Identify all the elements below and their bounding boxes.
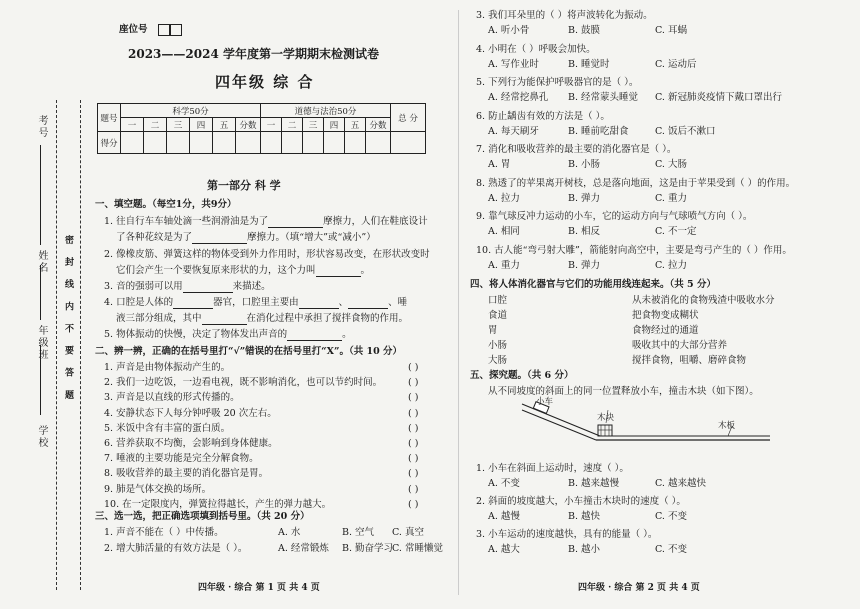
- morality-header: 道德与法治50分: [261, 104, 391, 118]
- organ-label[interactable]: 胃: [488, 325, 498, 336]
- judge-item: 10. 在一定限度内，弹簧拉得越长，产生的弹力越大。: [104, 498, 332, 510]
- option-b[interactable]: B. 勤奋学习: [342, 543, 394, 554]
- option-b[interactable]: B. 睡觉时: [568, 58, 610, 70]
- option-b[interactable]: B. 越来越慢: [568, 478, 620, 489]
- col-header: 二: [144, 118, 167, 132]
- option-b[interactable]: B. 弹力: [568, 192, 601, 204]
- score-cell[interactable]: [391, 132, 426, 154]
- option-b[interactable]: B. 相反: [568, 226, 601, 237]
- option-c[interactable]: C. 不一定: [655, 226, 697, 237]
- mc-question: 10. 古人能“弯弓射大雕”，箭能射向高空中，主要是弯弓产生的（ ）作用。: [476, 244, 792, 256]
- option-c[interactable]: C. 越来越快: [655, 478, 706, 489]
- col-header: 五: [213, 118, 236, 132]
- organ-label[interactable]: 小肠: [488, 340, 508, 351]
- judge-item: 3. 声音是以直线的形式传播的。: [104, 392, 240, 404]
- option-a[interactable]: A. 不变: [488, 478, 520, 489]
- sec1-line: 液三部分组成，其中 在消化过程中承担了搅拌食物的作用。: [116, 313, 409, 324]
- option-a[interactable]: A. 拉力: [488, 192, 520, 204]
- col-header: 三: [167, 118, 190, 132]
- option-b[interactable]: B. 睡前吃甜食: [568, 125, 629, 137]
- col-header: 四: [190, 118, 213, 132]
- option-a[interactable]: A. 写作业时: [488, 58, 539, 70]
- answer-blank[interactable]: [287, 331, 342, 341]
- total-header: 总 分: [391, 104, 426, 132]
- sec1-line: 5. 物体振动的快慢，决定了物体发出声音的 。: [104, 329, 352, 340]
- option-c[interactable]: C. 不变: [655, 544, 687, 555]
- organ-label[interactable]: 食道: [488, 310, 508, 321]
- sec4-title: 四、将人体消化器官与它们的功能用线连起来。（共 5 分）: [470, 279, 716, 290]
- sec1-line: 2. 像橡皮筋、弹簧这样的物体受到外力作用时，形状容易改变，在形状改变时: [104, 249, 430, 260]
- judge-paren[interactable]: ( ): [408, 377, 419, 389]
- score-cell[interactable]: [345, 132, 366, 154]
- score-cell[interactable]: [213, 132, 236, 154]
- option-c[interactable]: C. 常睡懒觉: [392, 543, 443, 554]
- option-b[interactable]: B. 越快: [568, 511, 601, 522]
- judge-paren[interactable]: ( ): [408, 392, 419, 404]
- binding-school-label: 学校: [36, 425, 47, 449]
- fig-board-label: 木板: [718, 421, 736, 431]
- score-cell[interactable]: [282, 132, 303, 154]
- judge-item: 5. 米饭中含有丰富的蛋白质。: [104, 422, 231, 434]
- option-c[interactable]: C. 大肠: [655, 159, 687, 170]
- inquiry-question: 1. 小车在斜面上运动时，速度（ ）。: [476, 463, 629, 474]
- score-cell[interactable]: [303, 132, 324, 154]
- mc-question: 4. 小明在（ ）呼吸会加快。: [476, 43, 596, 55]
- seat-box: [170, 24, 182, 36]
- mc-question: 3. 我们耳朵里的（ ）将声波转化为振动。: [476, 10, 653, 21]
- mc-question: 8. 熟透了的苹果离开树枝，总是落向地面，这是由于苹果受到（ ）的作用。: [476, 177, 796, 189]
- mc-question: 1. 声音不能在（ ）中传播。: [104, 527, 224, 538]
- exam-subtitle: 四年级 综 合: [215, 73, 315, 91]
- answer-blank[interactable]: [202, 315, 247, 325]
- judge-item: 4. 安静状态下人每分钟呼吸 20 次左右。: [104, 407, 277, 419]
- inquiry-question: 3. 小车运动的速度越快，具有的能量（ ）。: [476, 529, 658, 540]
- seat-label: 座位号: [119, 24, 148, 35]
- binding-class-label: 年级班: [36, 325, 47, 361]
- sec1-line: 1. 往自行车车轴处滴一些润滑油是为了 摩擦力，人们在鞋底设计: [104, 216, 428, 227]
- sec5-intro: 从不同坡度的斜面上的同一位置释放小车，撞击木块（如下图）。: [488, 386, 759, 397]
- judge-item: 8. 吸收营养的最主要的消化器官是胃。: [104, 468, 269, 480]
- page-divider: [458, 10, 459, 595]
- seal-warning: 密 封 线 内 不 要 答 题: [63, 235, 73, 404]
- sec5-title: 五、探究题。（共 6 分）: [470, 370, 574, 381]
- judge-paren[interactable]: ( ): [408, 483, 419, 495]
- answer-blank[interactable]: [183, 283, 233, 293]
- mc-question: 5. 下列行为能保护呼吸器官的是（ ）。: [476, 77, 639, 88]
- judge-paren[interactable]: ( ): [408, 362, 419, 373]
- mc-question: 2. 增大肺活量的有效方法是（ ）。: [104, 543, 248, 554]
- option-a[interactable]: A. 胃: [488, 159, 511, 170]
- option-a[interactable]: A. 越慢: [488, 511, 520, 522]
- row-label-question: 题号: [98, 104, 121, 132]
- score-cell[interactable]: [236, 132, 261, 154]
- option-c[interactable]: C. 运动后: [655, 58, 697, 70]
- score-cell[interactable]: [121, 132, 144, 154]
- function-label[interactable]: 从未被消化的食物残渣中吸收水分: [632, 295, 775, 306]
- binding-strip: [30, 95, 88, 595]
- answer-blank[interactable]: [173, 299, 213, 309]
- judge-item: 2. 我们一边吃饭，一边看电视，既不影响消化，也可以节约时间。: [104, 377, 383, 389]
- sec1-line: 了各种花纹是为了 摩擦力。（填“增大”或“减小”）: [116, 232, 376, 243]
- seat-box: [158, 24, 170, 36]
- option-b[interactable]: B. 鼓膜: [568, 25, 601, 36]
- col-header: 五: [345, 118, 366, 132]
- option-b[interactable]: B. 小肠: [568, 159, 601, 170]
- judge-paren[interactable]: ( ): [408, 453, 419, 465]
- score-cell[interactable]: [190, 132, 213, 154]
- score-cell[interactable]: [324, 132, 345, 154]
- option-a[interactable]: A. 水: [278, 527, 301, 538]
- exam-title: 2023——2024 学年度第一学期期末检测试卷: [128, 47, 379, 61]
- answer-blank[interactable]: [316, 267, 361, 277]
- option-c[interactable]: C. 真空: [392, 527, 424, 538]
- judge-paren[interactable]: ( ): [408, 438, 419, 449]
- option-c[interactable]: C. 重力: [655, 192, 687, 204]
- option-b[interactable]: B. 空气: [342, 527, 375, 538]
- binding-blank: [40, 145, 41, 245]
- option-a[interactable]: A. 每天刷牙: [488, 125, 539, 137]
- seal-line: [56, 100, 57, 590]
- mc-question: 9. 靠气球反冲力运动的小车，它的运动方向与气球喷气方向（ ）。: [476, 211, 753, 222]
- fig-block-label: 木块: [597, 413, 615, 423]
- binding-id-label: 考号: [36, 115, 47, 139]
- binding-name-label: 姓名: [36, 250, 47, 274]
- option-c[interactable]: C. 耳蜗: [655, 25, 687, 36]
- footer-right: 四年级 · 综合 第 2 页 共 4 页: [578, 583, 700, 593]
- science-header: 科学50分: [121, 104, 261, 118]
- col-header: 三: [303, 118, 324, 132]
- option-c[interactable]: C. 饭后不漱口: [655, 125, 716, 137]
- sec1-line: 3. 音的强弱可以用 来描述。: [104, 281, 271, 292]
- score-cell[interactable]: [167, 132, 190, 154]
- judge-item: 7. 唾液的主要功能是完全分解食物。: [104, 453, 259, 465]
- part-title: 第一部分 科 学: [207, 179, 281, 192]
- answer-blank[interactable]: [268, 218, 323, 228]
- seal-line: [80, 100, 81, 590]
- col-header: 分数: [236, 118, 261, 132]
- option-c[interactable]: C. 不变: [655, 511, 687, 522]
- inquiry-question: 2. 斜面的坡度越大，小车撞击木块时的速度（ ）。: [476, 496, 686, 507]
- function-label[interactable]: 食物经过的通道: [632, 325, 699, 336]
- option-b[interactable]: B. 经常蒙头睡觉: [568, 92, 639, 103]
- row-label-score: 得分: [98, 132, 121, 154]
- score-cell[interactable]: [261, 132, 282, 154]
- col-header: 一: [121, 118, 144, 132]
- judge-paren[interactable]: ( ): [408, 407, 419, 419]
- sec3-title: 三、选一选，把正确选项填到括号里。（共 20 分）: [95, 511, 310, 522]
- score-cell[interactable]: [144, 132, 167, 154]
- judge-item: 1. 声音是由物体振动产生的。: [104, 362, 231, 373]
- col-header: 二: [282, 118, 303, 132]
- incline-diagram: [520, 396, 780, 456]
- option-a[interactable]: A. 重力: [488, 259, 520, 271]
- answer-blank[interactable]: [348, 299, 388, 309]
- option-b[interactable]: B. 弹力: [568, 259, 601, 271]
- judge-item: 6. 营养获取不均衡，会影响到身体健康。: [104, 438, 278, 449]
- col-header: 分数: [366, 118, 391, 132]
- option-a[interactable]: A. 相同: [488, 226, 520, 237]
- option-c[interactable]: C. 拉力: [655, 259, 687, 271]
- sec2-title: 二、辨一辨，正确的在括号里打“√”错误的在括号里打“X”。（共 10 分）: [95, 346, 403, 357]
- option-a[interactable]: A. 越大: [488, 544, 520, 555]
- answer-blank[interactable]: [299, 299, 339, 309]
- option-a[interactable]: A. 听小骨: [488, 25, 530, 36]
- option-a[interactable]: A. 经常挖鼻孔: [488, 92, 549, 103]
- mc-question: 7. 消化和吸收营养的最主要的消化器官是（ ）。: [476, 144, 677, 155]
- judge-item: 9. 肺是气体交换的场所。: [104, 483, 212, 495]
- option-a[interactable]: A. 经常锻炼: [278, 543, 329, 554]
- sec1-title: 一、填空题。（每空1分，共9分）: [95, 199, 237, 210]
- answer-blank[interactable]: [192, 234, 247, 244]
- judge-paren[interactable]: ( ): [408, 498, 419, 510]
- organ-label[interactable]: 口腔: [488, 295, 508, 306]
- score-table: [97, 103, 426, 154]
- score-cell[interactable]: [366, 132, 391, 154]
- col-header: 一: [261, 118, 282, 132]
- footer-left: 四年级 · 综合 第 1 页 共 4 页: [198, 583, 320, 593]
- sec1-line: 它们会产生一个要恢复原来形状的力，这个力叫 。: [116, 265, 371, 276]
- option-c[interactable]: C. 新冠肺炎疫情下戴口罩出行: [655, 92, 782, 103]
- judge-paren[interactable]: ( ): [408, 422, 419, 434]
- function-label[interactable]: 把食物变成糊状: [632, 310, 699, 321]
- mc-question: 6. 防止龋齿有效的方法是（ ）。: [476, 110, 610, 122]
- organ-label[interactable]: 大肠: [488, 355, 508, 366]
- fig-car-label: 小车: [536, 397, 554, 407]
- judge-paren[interactable]: ( ): [408, 468, 419, 480]
- sec1-line: 4. 口腔是人体的 器官，口腔里主要由 、 、唾: [104, 297, 408, 308]
- function-label[interactable]: 搅拌食物，咀嚼、磨碎食物: [632, 355, 747, 366]
- option-b[interactable]: B. 越小: [568, 544, 601, 555]
- incline-edge: [522, 410, 596, 440]
- function-label[interactable]: 吸收其中的大部分营养: [632, 340, 728, 351]
- col-header: 四: [324, 118, 345, 132]
